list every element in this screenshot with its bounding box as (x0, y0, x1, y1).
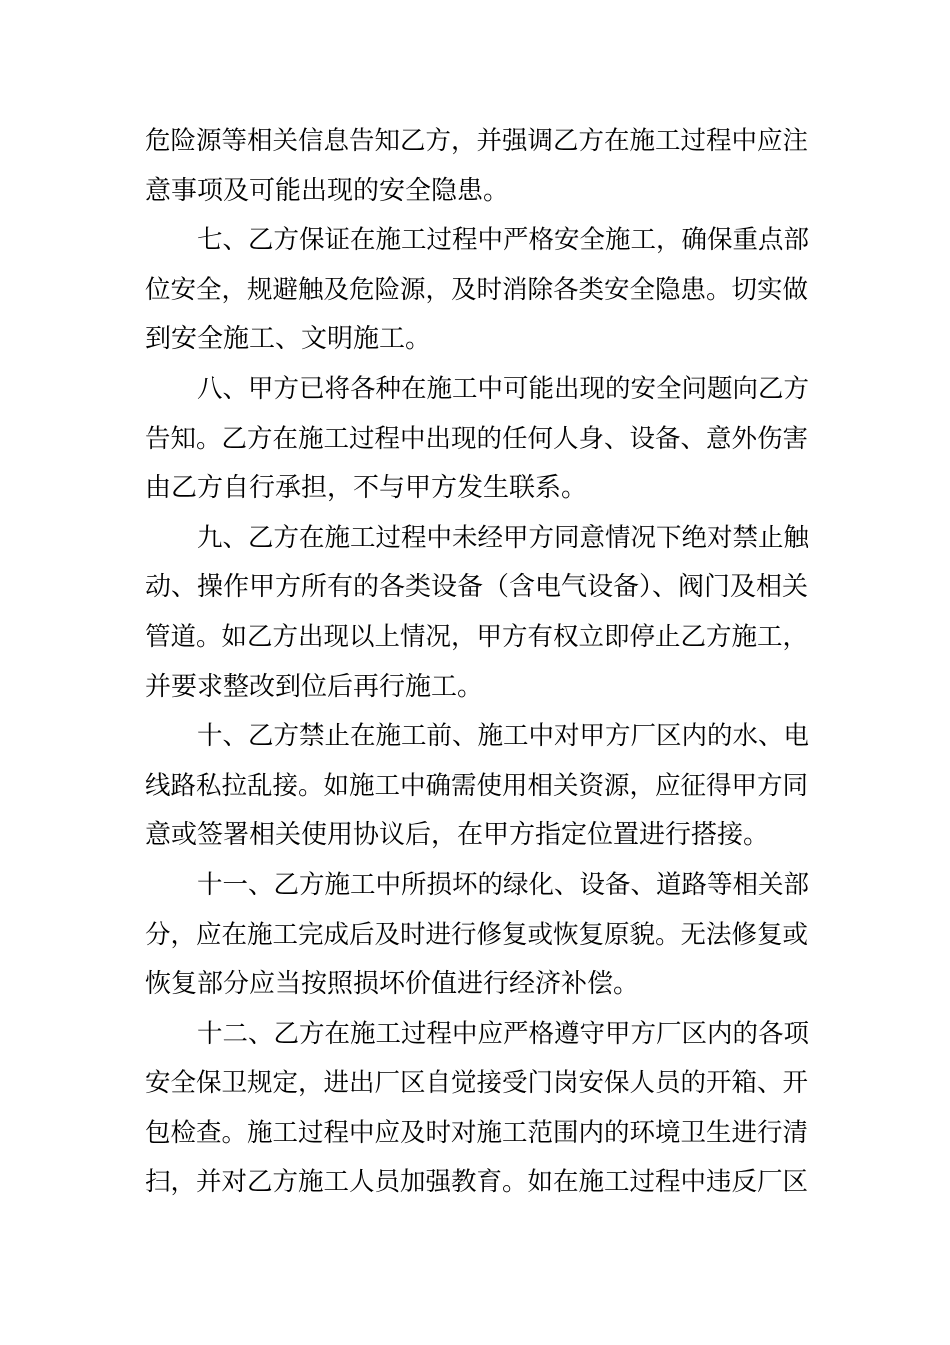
text-line: 分，应在施工完成后及时进行修复或恢复原貌。无法修复或 (145, 919, 809, 950)
text-line: 十、乙方禁止在施工前、施工中对甲方厂区内的水、电 (197, 721, 810, 752)
text-line: 九、乙方在施工过程中未经甲方同意情况下绝对禁止触 (197, 522, 810, 553)
text-line: 危险源等相关信息告知乙方，并强调乙方在施工过程中应注 (145, 126, 809, 156)
text-line: 动、操作甲方所有的各类设备（含电气设备）、阀门及相关 (145, 572, 809, 603)
text-line: 到安全施工、文明施工。 (145, 324, 432, 355)
document-body (145, 117, 810, 1208)
text-line: 意或签署相关使用协议后，在甲方指定位置进行搭接。 (145, 820, 770, 851)
text-line: 管道。如乙方出现以上情况，甲方有权立即停止乙方施工， (145, 621, 809, 652)
text-line: 并要求整改到位后再行施工。 (145, 671, 484, 702)
text-line: 恢复部分应当按照损坏价值进行经济补偿。 (145, 969, 640, 1000)
text-line: 八、甲方已将各种在施工中可能出现的安全问题向乙方 (197, 373, 810, 404)
text-line: 告知。乙方在施工过程中出现的任何人身、设备、意外伤害 (145, 423, 809, 454)
text-line: 十一、乙方施工中所损坏的绿化、设备、道路等相关部 (197, 869, 810, 900)
text-line: 位安全，规避触及危险源，及时消除各类安全隐患。切实做 (145, 274, 809, 305)
text-line: 十二、乙方在施工过程中应严格遵守甲方厂区内的各项 (197, 1018, 810, 1049)
text-line: 线路私拉乱接。如施工中确需使用相关资源，应征得甲方同 (145, 770, 809, 801)
text-line: 意事项及可能出现的安全隐患。 (145, 175, 510, 206)
text-line: 安全保卫规定，进出厂区自觉接受门岗安保人员的开箱、开 (145, 1068, 809, 1099)
text-line: 扫，并对乙方施工人员加强教育。如在施工过程中违反厂区 (145, 1167, 809, 1198)
text-line: 七、乙方保证在施工过程中严格安全施工，确保重点部 (197, 225, 810, 256)
text-line: 包检查。施工过程中应及时对施工范围内的环境卫生进行清 (145, 1117, 809, 1148)
text-line: 由乙方自行承担，不与甲方发生联系。 (145, 473, 588, 504)
